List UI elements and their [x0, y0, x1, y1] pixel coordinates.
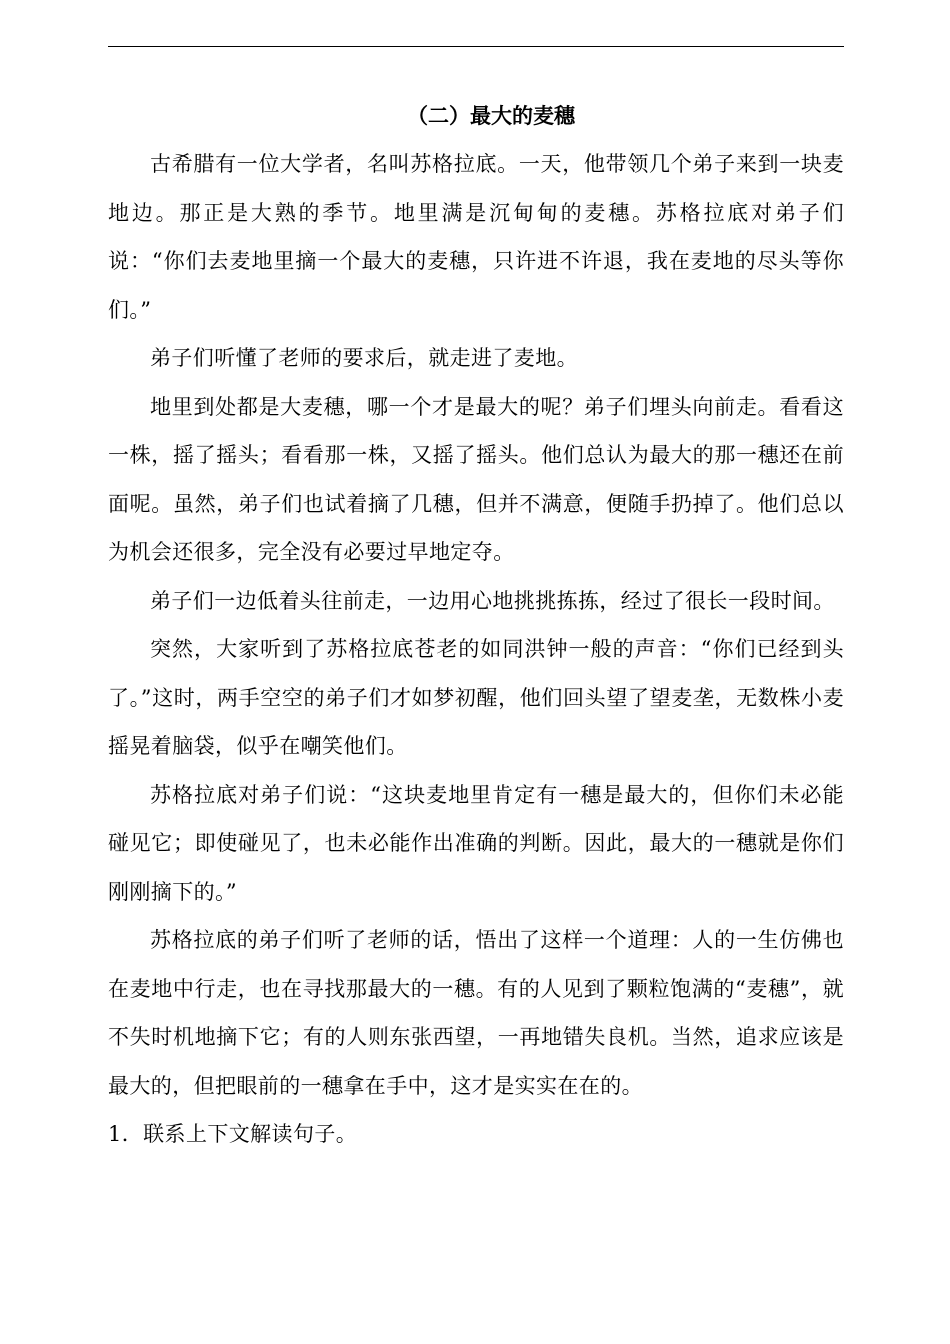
paragraph-6: 苏格拉底对弟子们说：“这块麦地里肯定有一穗是最大的，但你们未必能碰见它；即使碰见了，也未必能作出准确的判断。因此，最大的一穗就是你们刚刚摘下的。” [108, 782, 844, 904]
paragraph-4: 弟子们一边低着头往前走，一边用心地挑挑拣拣，经过了很长一段时间。 [150, 588, 835, 613]
header-rule [108, 46, 844, 47]
paragraph-3: 地里到处都是大麦穗，哪一个才是最大的呢？弟子们埋头向前走。看看这一株，摇了摇头；看看那一株，又摇了摇头。他们总认为最大的那一穗还在前面呢。虽然，弟子们也试着摘了几穗，但并不满意，便随手扔掉了。他们总以为机会还很多，完全没有必要过早地定夺。 [108, 394, 844, 564]
paragraph-2: 弟子们听懂了老师的要求后，就走进了麦地。 [150, 346, 578, 370]
paragraph-1: 古希腊有一位大学者，名叫苏格拉底。一天，他带领几个弟子来到一块麦地边。那正是大熟的季节。地里满是沉甸甸的麦穗。苏格拉底对弟子们说：“你们去麦地里摘一个最大的麦穗，只许进不许退，我在麦地的尽头等你们。” [108, 152, 844, 322]
paragraph-7: 苏格拉底的弟子们听了老师的话，悟出了这样一个道理：人的一生仿佛也在麦地中行走，也在寻找那最大的一穗。有的人见到了颗粒饱满的“麦穗”，就不失时机地摘下它；有的人则东张西望，一再地错失良机。当然，追求应该是最大的，但把眼前的一穗拿在手中，这才是实实在在的。 [108, 928, 844, 1098]
question-1: 1．联系上下文解读句子。 [108, 1122, 358, 1146]
article-body [108, 92, 844, 1159]
article-title: （二）最大的麦穗 [407, 104, 575, 128]
paragraph-5: 突然，大家听到了苏格拉底苍老的如同洪钟一般的声音：“你们已经到头了。”这时，两手空空的弟子们才如梦初醒，他们回头望了望麦垄，无数株小麦摇晃着脑袋，似乎在嘲笑他们。 [108, 637, 844, 758]
